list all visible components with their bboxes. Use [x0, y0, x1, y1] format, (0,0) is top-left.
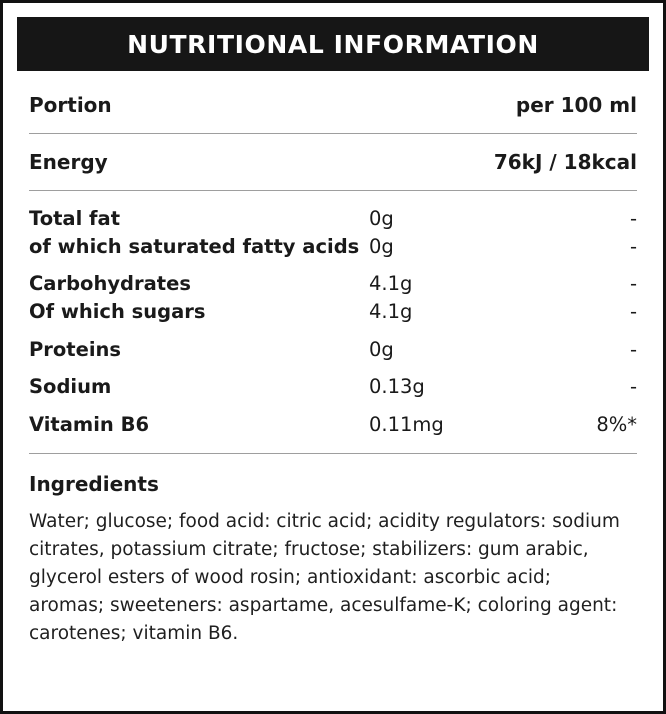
- table-row: [29, 298, 637, 326]
- nutrient-pct: -: [629, 234, 637, 258]
- portion-label: Portion: [29, 93, 112, 117]
- label-header: [17, 17, 649, 71]
- table-row: [29, 336, 637, 364]
- page-title: NUTRITIONAL INFORMATION: [127, 29, 539, 59]
- table-row: [29, 233, 637, 261]
- energy-row: [29, 150, 637, 174]
- portion-value: per 100 ml: [515, 93, 637, 117]
- row-spacer: [29, 401, 637, 411]
- nutrient-pct: -: [629, 337, 637, 361]
- portion-row: [29, 93, 637, 117]
- row-spacer: [29, 326, 637, 336]
- energy-value: 76kJ / 18kcal: [493, 150, 637, 174]
- nutrient-value: 0g: [369, 207, 394, 230]
- nutrient-value: 4.1g: [369, 300, 413, 324]
- ingredients-title: Ingredients: [29, 471, 159, 496]
- nutrient-value: 4.1g: [369, 272, 413, 296]
- nutrient-pct: -: [629, 375, 637, 399]
- nutrient-value: 0g: [369, 234, 394, 258]
- nutrient-pct: -: [629, 272, 637, 296]
- nutrient-label: Of which sugars: [29, 300, 206, 324]
- nutrient-value: 0.13g: [369, 375, 425, 399]
- energy-label: Energy: [29, 150, 108, 174]
- table-row: [29, 270, 637, 298]
- nutrient-value: 0.11mg: [369, 413, 444, 437]
- ingredients-section: [29, 454, 637, 649]
- table-row: [29, 205, 637, 233]
- nutrient-label: Carbohydrates: [29, 272, 191, 296]
- table-row: [29, 373, 637, 401]
- nutrient-label: Vitamin B6: [29, 413, 150, 437]
- row-spacer: [29, 260, 637, 270]
- table-row: [29, 411, 637, 439]
- nutrient-pct: -: [629, 207, 637, 230]
- label-content: [3, 71, 663, 648]
- nutrient-label: of which saturated fatty acids: [29, 234, 360, 258]
- nutrient-pct: -: [629, 300, 637, 324]
- portion-section: [29, 71, 637, 133]
- nutrient-pct: 8%*: [596, 413, 637, 437]
- nutrient-label: Proteins: [29, 337, 122, 361]
- nutrient-label: Total fat: [29, 207, 121, 230]
- nutrients-section: [29, 191, 637, 453]
- row-spacer: [29, 363, 637, 373]
- ingredients-text: Water; glucose; food acid: citric acid; acidity regulators: sodium citrates, potassium citrate; fructose; stabilizers: gum arabic, glycerol esters of wood rosin; antioxidant: ascorbic acid; aromas; sweeteners: aspartame, acesulfame-K; coloring agent: carotenes; vitamin B6.: [29, 510, 620, 645]
- nutrient-label: Sodium: [29, 375, 112, 399]
- nutrient-value: 0g: [369, 337, 394, 361]
- energy-section: [29, 134, 637, 190]
